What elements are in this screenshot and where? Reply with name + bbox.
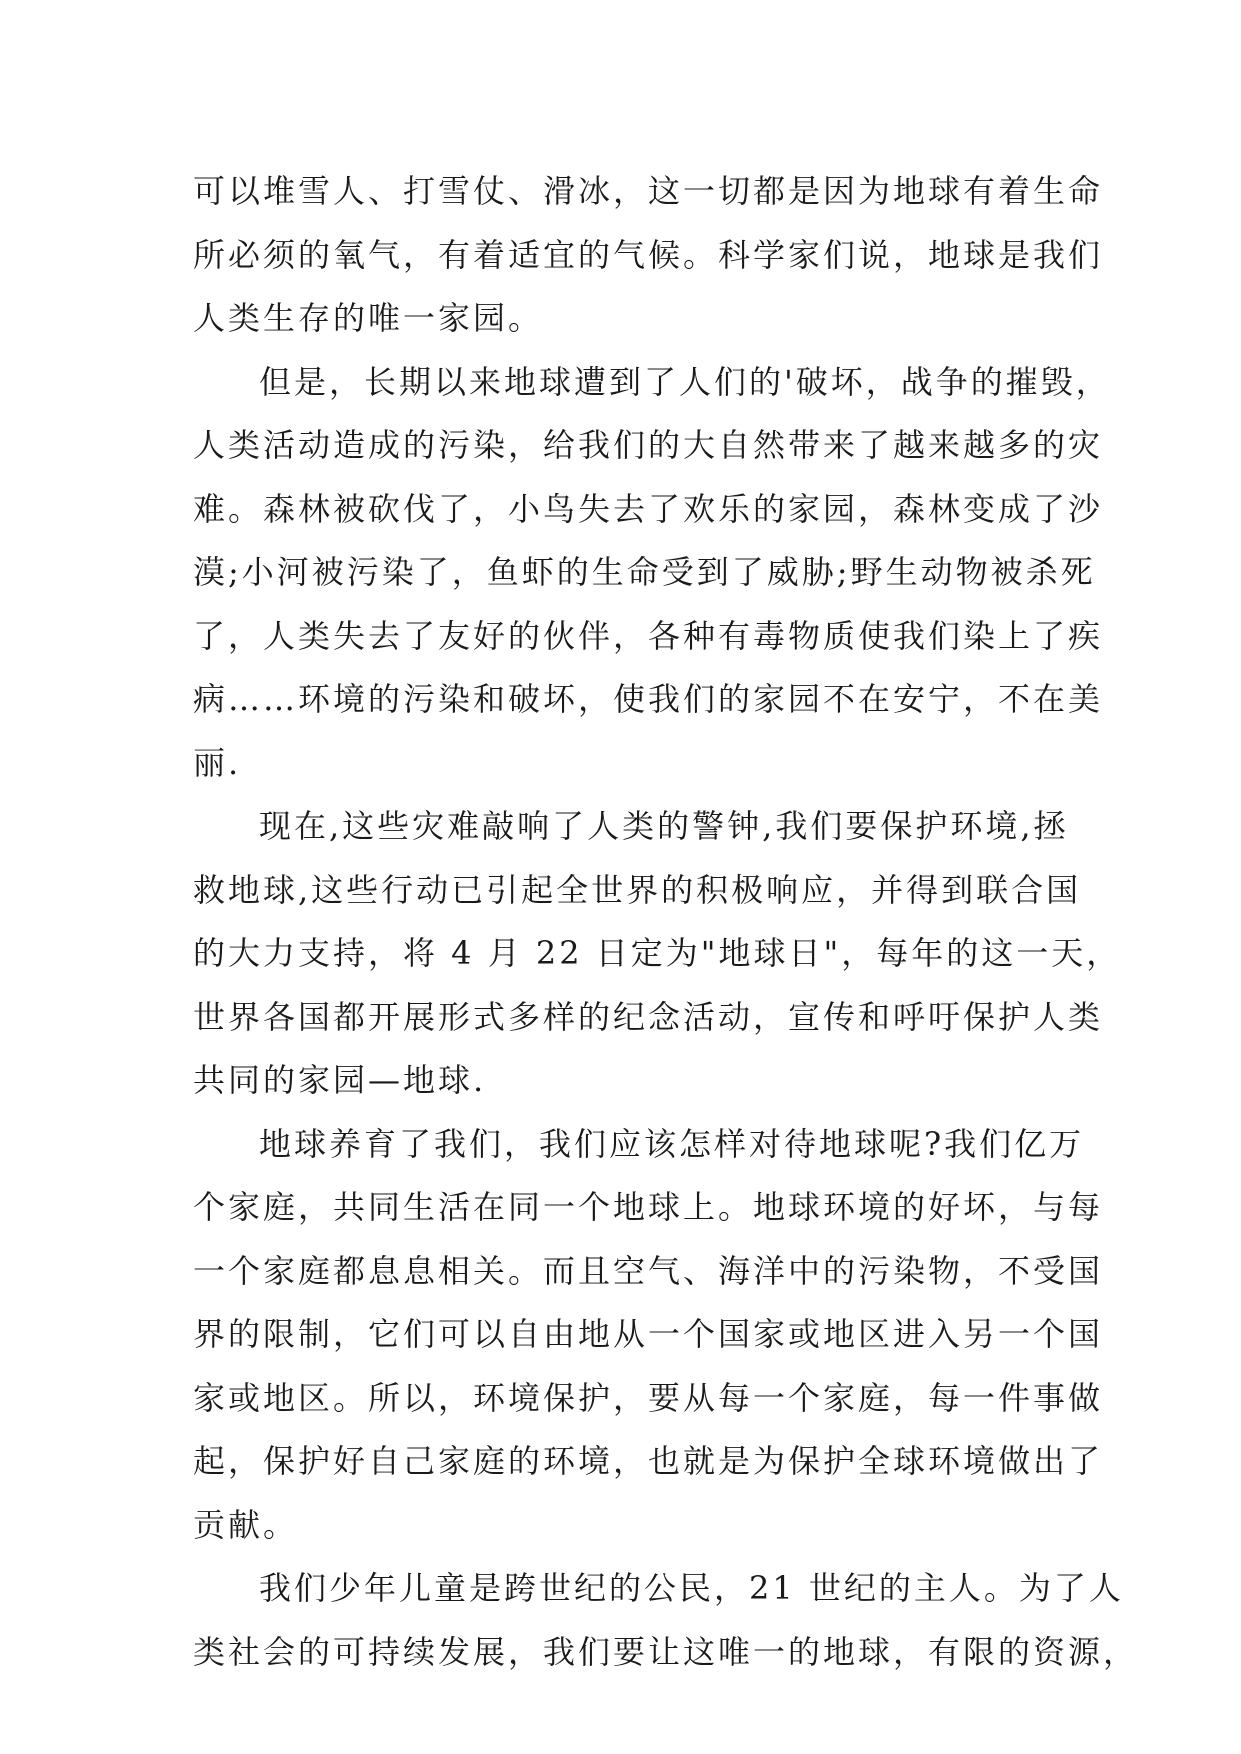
text-line: 共同的家园—地球. [193, 1061, 487, 1099]
document-body [193, 160, 1139, 1684]
text-line: 可以堆雪人、打雪仗、滑冰，这一切都是因为地球有着生命 [193, 172, 1104, 210]
paragraph-first-line: 我们少年儿童是跨世纪的公民，21 世纪的主人。为了人 [259, 1569, 1124, 1607]
paragraph-first-line: 现在,这些灾难敲响了人类的警钟,我们要保护环境,拯 [259, 807, 1069, 845]
text-line: 救地球,这些行动已引起全世界的积极响应，并得到联合国 [193, 870, 1082, 909]
text-line: 界的限制，它们可以自由地从一个国家或地区进入另一个国 [193, 1315, 1104, 1353]
text-line: 的大力支持，将 4 月 22 日定为"地球日"，每年的这一天， [193, 934, 1122, 972]
text-line: 一个家庭都息息相关。而且空气、海洋中的污染物，不受国 [193, 1251, 1104, 1290]
paragraph-first-line: 地球养育了我们，我们应该怎样对待地球呢?我们亿万 [259, 1124, 1085, 1163]
text-line: 世界各国都开展形式多样的纪念活动，宣传和呼吁保护人类 [193, 997, 1104, 1036]
text-line: 难。森林被砍伐了，小鸟失去了欢乐的家园，森林变成了沙 [193, 489, 1104, 528]
text-line: 了，人类失去了友好的伙伴，各种有毒物质使我们染上了疾 [193, 616, 1104, 655]
paragraph-first-line: 但是，长期以来地球遭到了人们的'破坏，战争的摧毁， [259, 362, 1111, 401]
text-line: 类社会的可持续发展，我们要让这唯一的地球，有限的资源， [193, 1632, 1139, 1671]
text-line: 人类活动造成的污染，给我们的大自然带来了越来越多的灾 [193, 426, 1104, 464]
text-line: 人类生存的唯一家园。 [193, 299, 544, 337]
text-line: 所必须的氧气，有着适宜的气候。科学家们说，地球是我们 [193, 235, 1104, 274]
text-line: 起，保护好自己家庭的环境，也就是为保护全球环境做出了 [193, 1442, 1104, 1480]
text-line: 丽. [193, 743, 242, 782]
text-line: 家或地区。所以，环境保护，要从每一个家庭，每一件事做 [193, 1378, 1104, 1417]
text-line: 漠;小河被污染了，鱼虾的生命受到了威胁;野生动物被杀死 [193, 553, 1096, 591]
text-line: 贡献。 [193, 1505, 299, 1544]
text-line: 个家庭，共同生活在同一个地球上。地球环境的好坏，与每 [193, 1188, 1104, 1226]
text-line: 病……环境的污染和破坏，使我们的家园不在安宁，不在美 [193, 680, 1104, 718]
